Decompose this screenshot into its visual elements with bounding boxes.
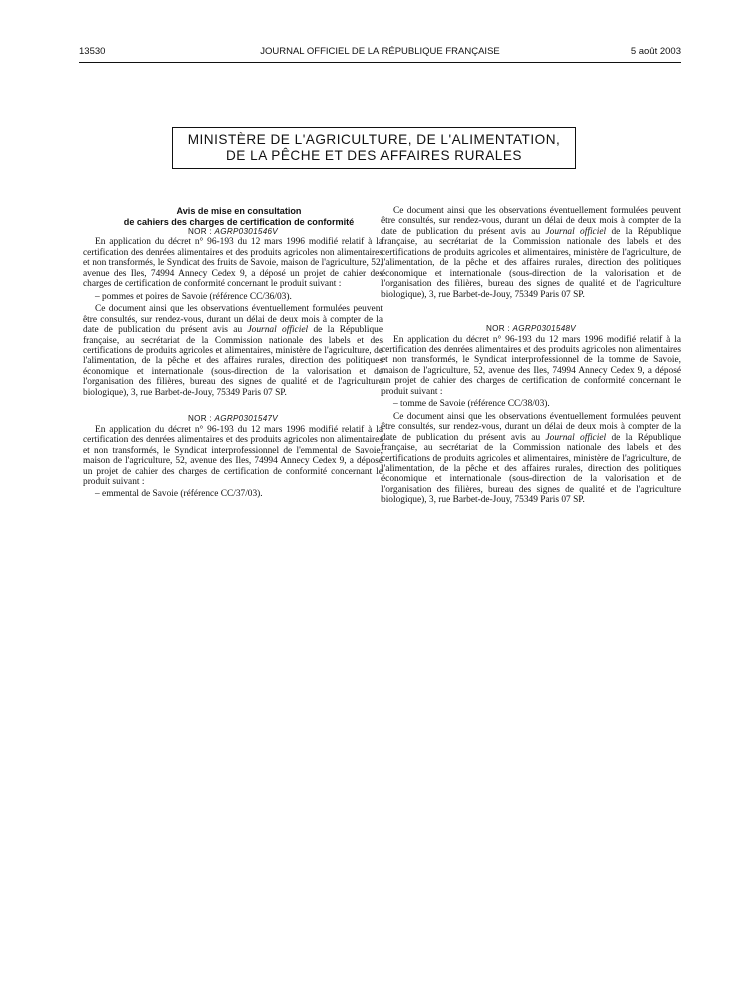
paragraph-text: de la République française, au secrétariat de la Commission nationale des labels et des certifications de produits agricoles et alimentaires, ministère de l'agriculture, de l'alimentation, de la pêche et des affaires rurales, direction des politiques économique et internationale (sous-direction de la valorisation et de l'organisation des filières, bureau des signes de qualité et de l'agriculture biologique), 3, rue Barbet-de-Jouy, 75349 Paris 07 SP. — [83, 325, 383, 398]
paragraph-text: de la République française, au secrétariat de la Commission nationale des labels et des certifications de produits agricoles et alimentaires, ministère de l'agriculture, de l'alimentation, de la pêche et des affaires rurales, direction des politiques économique et internationale (sous-direction de la valorisation et de l'organisation des filières, bureau des signes de qualité et de l'agriculture biologique), 3, rue Barbet-de-Jouy, 75349 Paris 07 SP. — [381, 432, 681, 506]
header-rule — [79, 62, 681, 63]
paragraph-text: Ce document ainsi que les observations éventuellement formulées peuvent être consultés, sur rendez-vous, durant un délai de deux mois à compter de la date de publication du présent avis au — [381, 411, 681, 443]
paragraph-text: de la République française, au secrétariat de la Commission nationale des labels et des certifications de produits agricoles et alimentaires, ministère de l'agriculture, de l'alimentation, de la pêche et des affaires rurales, direction des politiques économique et internationale (sous-direction de la valorisation et de l'organisation des filières, bureau des signes de qualité et de l'agriculture biologique), 3, rue Barbet-de-Jouy, 75349 Paris 07 SP. — [381, 226, 681, 300]
journal-word: Journal — [247, 325, 277, 336]
nor-code: AGRP0301547V — [214, 414, 278, 424]
avis-title-line-2: de cahiers des charges de certification de conformité — [123, 216, 355, 227]
ministry-line-1: MINISTÈRE DE L'AGRICULTURE, DE L'ALIMENTATION, — [187, 132, 561, 147]
paragraph — [381, 206, 681, 300]
page-number: 13530 — [79, 46, 106, 57]
nor-reference-2 — [83, 414, 383, 424]
journal-word: Journal — [545, 226, 575, 237]
paragraph: En application du décret n° 96-193 du 12 mars 1996 modifié relatif à la certification des denrées alimentaires et des produits agricoles non alimentaires et non transformés, le Syndicat interprofessionnel de la tomme de Savoie, maison de l'agriculture, 52, avenue des Iles, 74994 Annecy Cedex 9, a déposé un projet de cahier des charges de certification de conformité concernant le produit suivant : — [381, 334, 681, 397]
paragraph — [381, 412, 681, 506]
publication-date: 5 août 2003 — [630, 46, 681, 57]
ministry-line-2: DE LA PÊCHE ET DES AFFAIRES RURALES — [225, 148, 522, 163]
paragraph — [83, 304, 383, 398]
officiel-word: officiel — [580, 432, 607, 443]
nor-label: NOR : — [486, 324, 510, 334]
product-item: – emmental de Savoie (référence CC/37/03). — [95, 489, 263, 500]
journal-title: JOURNAL OFFICIEL DE LA RÉPUBLIQUE FRANÇAISE — [260, 46, 500, 57]
nor-label: NOR : — [188, 227, 212, 236]
nor-code: AGRP0301548V — [512, 324, 576, 334]
page-header — [79, 46, 681, 60]
paragraph-text: Ce document ainsi que les observations éventuellement formulées peuvent être consultés, sur rendez-vous, durant un délai de deux mois à compter de la date de publication du présent avis au — [381, 206, 681, 237]
avis-title-line-1: Avis de mise en consultation — [176, 206, 302, 216]
paragraph-text: Ce document ainsi que les observations éventuellement formulées peuvent être consultés, sur rendez-vous, durant un délai de deux mois à compter de la date de publication du présent avis au — [83, 304, 383, 336]
journal-word: Journal — [545, 432, 575, 443]
left-column — [83, 206, 383, 502]
paragraph: En application du décret n° 96-193 du 12 mars 1996 modifié relatif à la certification des denrées alimentaires et des produits agricoles non alimentaires et non transformés, le Syndicat des fruits de Savoie, maison de l'agriculture, 52, avenue des Iles, 74994 Annecy Cedex 9, a déposé un projet de cahier des charges de certification de conformité concernant le produit suivant : — [83, 237, 383, 290]
nor-reference-3 — [381, 324, 681, 334]
paragraph: En application du décret n° 96-193 du 12 mars 1996 modifié relatif à la certification des denrées alimentaires et des produits agricoles non alimentaires et non transformés, le Syndicat interprofessionnel de l'emmental de Savoie, maison de l'agriculture, 52, avenue des Iles, 74994 Annecy Cedex 9, a déposé un projet de cahier des charges de certification de conformité concernant le produit suivant : — [83, 424, 383, 487]
product-item: – pommes et poires de Savoie (référence CC/36/03). — [95, 291, 292, 302]
ministry-box — [172, 127, 576, 169]
product-item: – tomme de Savoie (référence CC/38/03). — [393, 399, 550, 410]
nor-label: NOR : — [188, 414, 212, 424]
nor-code: AGRP0301546V — [214, 227, 278, 236]
right-column — [381, 206, 681, 508]
nor-reference-1 — [83, 227, 383, 237]
officiel-word: officiel — [580, 226, 607, 237]
officiel-word: officiel — [282, 325, 309, 336]
